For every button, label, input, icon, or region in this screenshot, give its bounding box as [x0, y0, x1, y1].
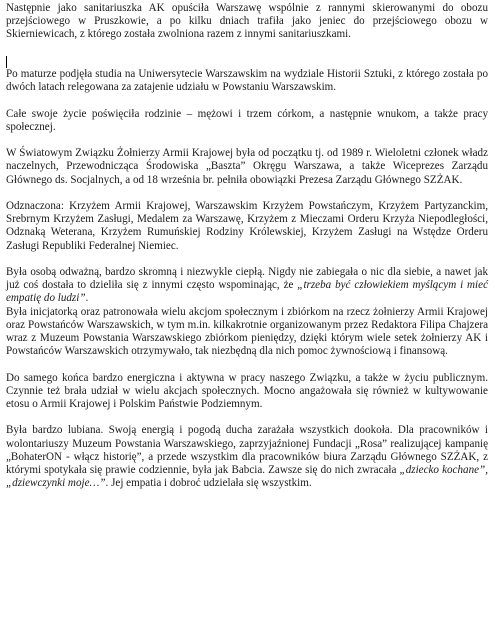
- paragraph-beloved: [6, 424, 488, 490]
- paragraph-initiatives: Była inicjatorką oraz patronowała wielu akcjom społecznym i zbiórkom na rzecz żołnierzy Armii Krajowej oraz Powstańców Warszawskich, w tym m.in. kilkakrotnie organizowanym przez Redaktora Filipa Chajzera wraz z Muzeum Powstania Warszawskiego zbiórkom pieniędzy, dzięki którym wiele setek żołnierzy AK i Powstańców Warszawskich otrzymywało, tak niezbędną dla nich pomoc żywnościową i finansową.: [6, 305, 488, 358]
- paragraph-association: W Światowym Związku Żołnierzy Armii Krajowej była od początku tj. od 1989 r. Wieloletni członek władz naczelnych, Przewodnicząca Środowiska „Baszta” Okręgu Warszawa, a także Wiceprezes Zarządu Głównego ds. Socjalnych, a od 18 września br. pełniła obowiązki Prezesa Zarządu Głównego SZŻAK.: [6, 147, 488, 186]
- beloved-end: . Jej empatia i dobroć udzielała się wszystkim.: [105, 477, 312, 490]
- document-page[interactable]: [6, 2, 488, 504]
- character-quote: „trzeba być człowiekiem myślącym i mieć empatię do ludzi”: [6, 279, 488, 305]
- paragraph-studies: Po maturze podjęła studia na Uniwersytecie Warszawskim na wydziale Historii Sztuki, z którego została po dwóch latach relegowana za zatajenie udziału w Powstaniu Warszawskim.: [6, 67, 488, 94]
- character-text: Była osobą odważną, bardzo skromną i niezwykle ciepłą. Nigdy nie zabiegała o nic dla siebie, a nawet jak już coś dostała to dzieliła się z innymi często wspominając, że: [6, 265, 488, 292]
- character-end: .: [85, 292, 89, 305]
- paragraph-energy: Do samego końca bardzo energiczna i aktywna w pracy naszego Związku, a także w życiu publicznym. Czynnie też brała udział w wielu akcjach społecznych. Mocno angażowała się również w kultywowanie etosu o Armii Krajowej i Polskim Państwie Podziemnym.: [6, 371, 488, 410]
- beloved-text: Była bardzo lubiana. Swoją energią i pogodą ducha zarażała wszystkich dookoła. Dla pracowników i wolontariuszy Muzeum Powstania Warszawskiego, zaprzyjaźnionej Fundacji „Rosa” realizującej kampanię „BohaterON - włącz historię”, a przede wszystkim dla pracowników biura Zarządu Głównego SZŻAK, z którymi spotykała się prawie codziennie, była jak Babcia. Zawsze się do nich zwracała: [6, 424, 488, 476]
- empty-line: [6, 55, 488, 68]
- beloved-quote: „dziecko kochane”, „dziewczynki moje…”: [6, 463, 488, 490]
- text-cursor: [6, 56, 7, 68]
- paragraph-character: [6, 266, 488, 306]
- paragraph-camp: Następnie jako sanitariuszka AK opuściła Warszawę wspólnie z rannymi skierowanymi do obozu przejściowego w Pruszkowie, a po kilku dniach trafiła jako jeniec do przejściowego obozu w Skierniewicach, z którego została zwolniona razem z innymi sanitariuszkami.: [6, 2, 488, 41]
- paragraph-decorations: Odznaczona: Krzyżem Armii Krajowej, Warszawskim Krzyżem Powstańczym, Krzyżem Partyzanckim, Srebrnym Krzyżem Zasługi, Medalem za Warszawę, Krzyżem z Mieczami Orderu Krzyża Niepodległości, Odznaką Weterana, Krzyżem Rumuńskiej Rodziny Królewskiej, Krzyżem Zasługi na Wstędze Orderu Zasługi Republiki Federalnej Niemiec.: [6, 199, 488, 252]
- paragraph-family: Całe swoje życie poświęciła rodzinie – mężowi i trzem córkom, a następnie wnukom, a także pracy społecznej.: [6, 107, 488, 133]
